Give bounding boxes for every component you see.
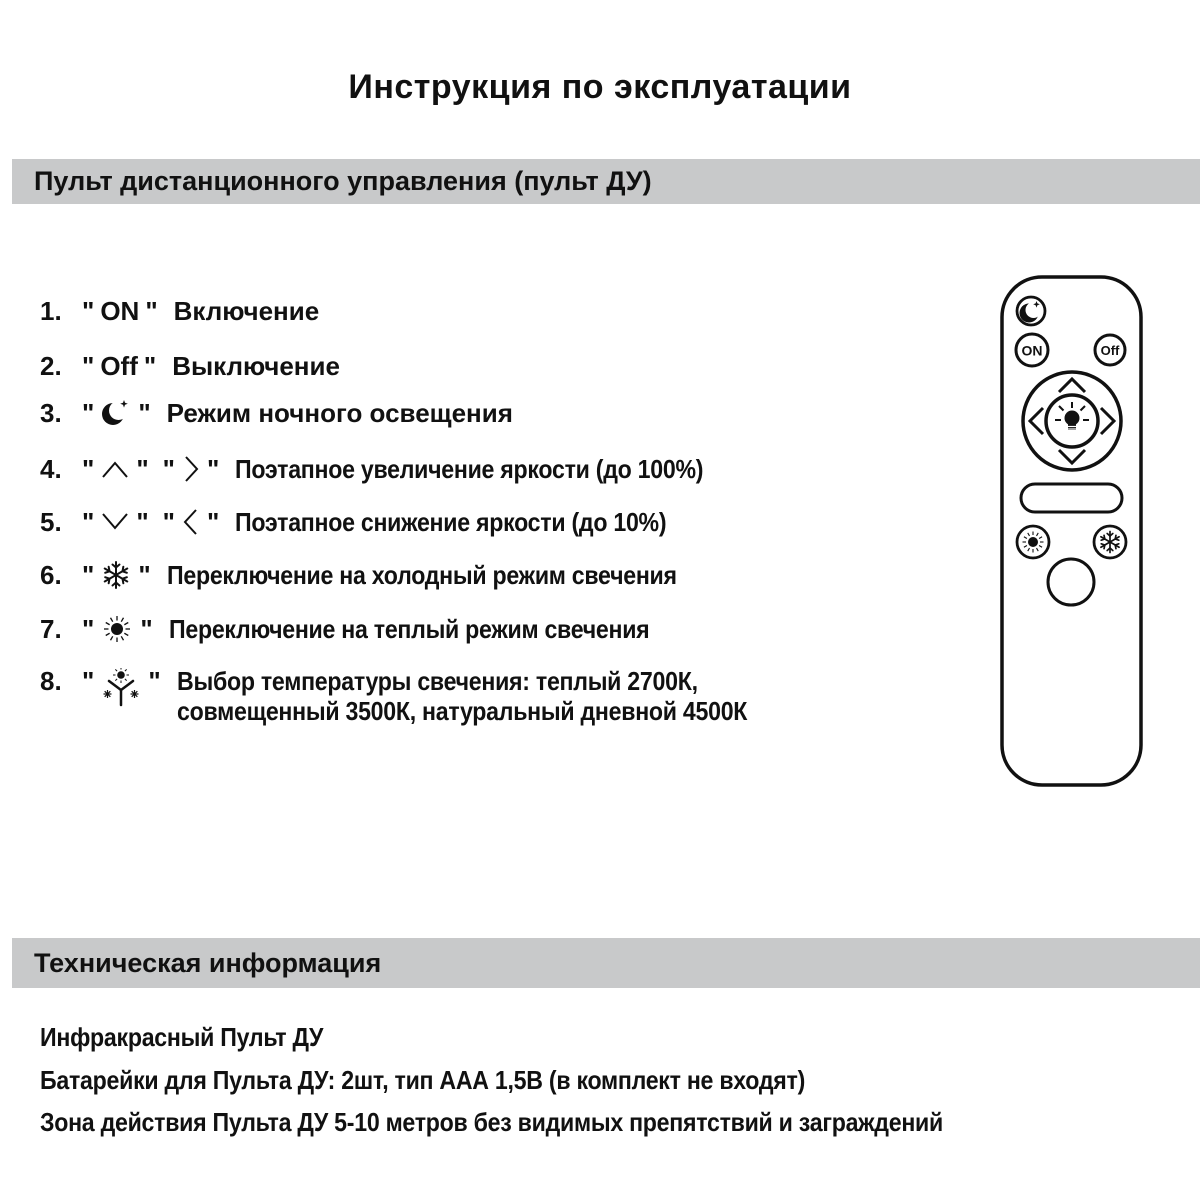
quote-mark: " xyxy=(206,453,220,484)
page-title: Инструкция по эксплуатации xyxy=(348,68,852,106)
item-text: Поэтапное снижение яркости (до 10%) xyxy=(235,506,667,537)
quote-mark: " xyxy=(138,559,151,590)
list-item-night-mode xyxy=(40,396,513,430)
item-number: 7. xyxy=(40,613,62,644)
item-number: 3. xyxy=(40,397,62,428)
quote-mark: " xyxy=(145,295,158,326)
chevron-left-icon xyxy=(181,506,201,538)
section-header-remote-label: Пульт дистанционного управления (пульт ДУ) xyxy=(34,166,652,196)
list-item-warm-mode xyxy=(40,612,708,646)
item-text: Выключение xyxy=(172,350,340,381)
list-item-color-temp xyxy=(40,666,817,726)
item-text: Переключение на теплый режим свечения xyxy=(168,613,650,644)
item-text: Режим ночного освещения xyxy=(166,397,513,428)
quote-mark: " xyxy=(148,666,161,696)
list-item-brightness-up xyxy=(40,452,761,486)
quote-mark: " xyxy=(143,350,157,381)
quote-mark: " xyxy=(82,613,95,644)
item-number: 5. xyxy=(40,506,62,537)
tech-line-3: Зона действия Пульта ДУ 5-10 метров без видимых препятствий и заграждений xyxy=(40,1107,943,1137)
quote-mark: " xyxy=(82,506,95,537)
remote-control-diagram xyxy=(1000,275,1143,787)
night-mode-icon xyxy=(100,397,132,429)
chevron-up-icon xyxy=(100,457,130,481)
quote-mark: " xyxy=(206,506,220,537)
list-item-off xyxy=(40,349,340,383)
section-header-tech xyxy=(12,938,1200,988)
item-number: 2. xyxy=(40,350,62,381)
sun-icon xyxy=(100,612,134,646)
item-number: 6. xyxy=(40,559,62,590)
quote-mark: " xyxy=(162,506,175,537)
quote-mark: " xyxy=(162,453,175,484)
chevron-right-icon xyxy=(181,453,201,485)
item-number: 8. xyxy=(40,666,62,696)
chevron-down-icon xyxy=(100,510,130,534)
quote-mark: " xyxy=(82,295,95,326)
list-item-on xyxy=(40,294,319,328)
item-text: Поэтапное увеличение яркости (до 100%) xyxy=(235,453,704,484)
item-text: Включение xyxy=(173,295,320,326)
item-text xyxy=(177,666,747,726)
quote-mark: " xyxy=(82,397,95,428)
snowflake-icon xyxy=(100,559,132,591)
section-header-remote xyxy=(12,159,1200,204)
section-header-tech-label: Техническая информация xyxy=(34,947,382,978)
quote-mark: " xyxy=(82,350,95,381)
tech-line-2: Батарейки для Пульта ДУ: 2шт, тип ААА 1,5В (в комплект не входят) xyxy=(40,1065,806,1095)
quote-mark: " xyxy=(136,453,149,484)
quote-mark: " xyxy=(82,666,95,696)
item-text-line2: совмещенный 3500К, натуральный дневной 4500К xyxy=(176,696,747,726)
on-button-label: ON xyxy=(100,295,140,326)
item-number: 1. xyxy=(40,295,62,326)
quote-mark: " xyxy=(82,559,95,590)
item-text: Переключение на холодный режим свечения xyxy=(166,559,677,590)
list-item-brightness-down xyxy=(40,505,720,539)
color-temp-icon xyxy=(100,668,142,710)
quote-mark: " xyxy=(140,613,153,644)
off-button-label: Off xyxy=(100,350,138,381)
quote-mark: " xyxy=(82,453,95,484)
list-item-cold-mode xyxy=(40,558,739,592)
quote-mark: " xyxy=(136,506,149,537)
quote-mark: " xyxy=(138,397,151,428)
item-number: 4. xyxy=(40,453,62,484)
item-text-line1: Выбор температуры свечения: теплый 2700К, xyxy=(176,666,698,696)
tech-line-1: Инфракрасный Пульт ДУ xyxy=(40,1022,324,1052)
on-button-label: ON xyxy=(1021,342,1043,359)
off-button-label: Off xyxy=(1100,343,1120,358)
